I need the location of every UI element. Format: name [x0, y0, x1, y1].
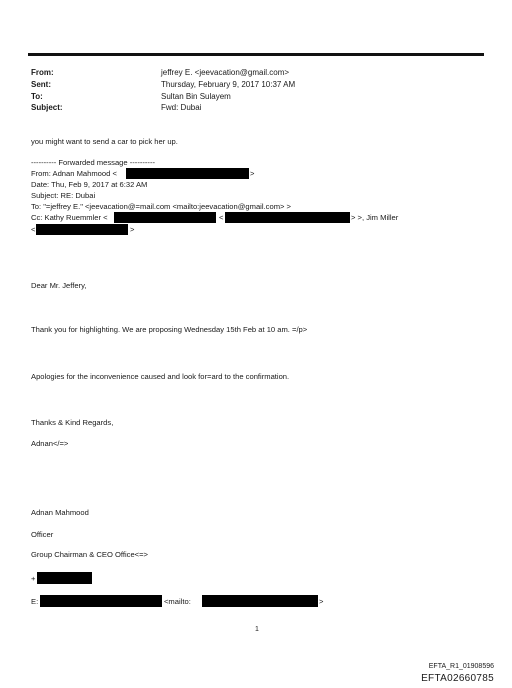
- signature-name: Adnan Mahmood: [31, 508, 89, 517]
- forwarded-separator: ---------- Forwarded message ----------: [31, 158, 156, 167]
- sign-off: Adnan</=>: [31, 439, 69, 448]
- fwd-cc-mid: <: [219, 213, 224, 222]
- bates-number-2: EFTA02660785: [421, 673, 494, 684]
- redaction-box: [37, 572, 92, 584]
- fwd-from-prefix: From: Adnan Mahmood <: [31, 169, 117, 178]
- redaction-box: [114, 212, 216, 223]
- header-rule: [28, 53, 484, 56]
- signature-email-suffix: >: [319, 597, 324, 606]
- signature-title: Officer: [31, 530, 54, 539]
- fwd-cc2-prefix: <: [31, 225, 36, 234]
- from-label: From:: [31, 68, 54, 77]
- signature-office: Group Chairman & CEO Office<=>: [31, 550, 148, 559]
- to-value: Sultan Bin Sulayem: [161, 92, 231, 101]
- closing: Thanks & Kind Regards,: [31, 418, 114, 427]
- fwd-to: To: "=jeffrey E." <jeevacation@=mail.com <mailto:jeevacation@gmail.com> >: [31, 202, 291, 211]
- fwd-from-suffix: >: [250, 169, 255, 178]
- page-number: 1: [255, 626, 259, 633]
- to-label: To:: [31, 92, 43, 101]
- sent-value: Thursday, February 9, 2017 10:37 AM: [161, 80, 296, 89]
- signature-phone-prefix: +: [31, 574, 36, 583]
- redaction-box: [40, 595, 162, 607]
- redaction-box: [202, 595, 318, 607]
- paragraph-2: Apologies for the inconvenience caused and look for=ard to the confirmation.: [31, 372, 290, 381]
- redaction-box: [225, 212, 350, 223]
- redaction-box: [126, 168, 249, 179]
- intro-line: you might want to send a car to pick her up.: [31, 137, 178, 146]
- signature-email-prefix: E:: [31, 597, 39, 606]
- signature-email-mid: <mailto:: [164, 597, 191, 606]
- from-value: jeffrey E. <jeevacation@gmail.com>: [161, 68, 290, 77]
- fwd-subject: Subject: RE: Dubai: [31, 191, 96, 200]
- fwd-cc-suffix: > >, Jim Miller: [351, 213, 399, 222]
- sent-label: Sent:: [31, 80, 51, 89]
- subject-label: Subject:: [31, 103, 63, 112]
- paragraph-1: Thank you for highlighting. We are proposing Wednesday 15th Feb at 10 am. =/p>: [31, 325, 308, 334]
- redaction-box: [36, 224, 128, 235]
- fwd-date: Date: Thu, Feb 9, 2017 at 6:32 AM: [31, 180, 148, 189]
- subject-value: Fwd: Dubai: [161, 103, 202, 112]
- fwd-cc-prefix: Cc: Kathy Ruemmler <: [31, 213, 108, 222]
- fwd-cc2-suffix: >: [130, 225, 135, 234]
- bates-number-1: EFTA_R1_01908596: [428, 663, 494, 670]
- greeting: Dear Mr. Jeffery,: [31, 281, 87, 290]
